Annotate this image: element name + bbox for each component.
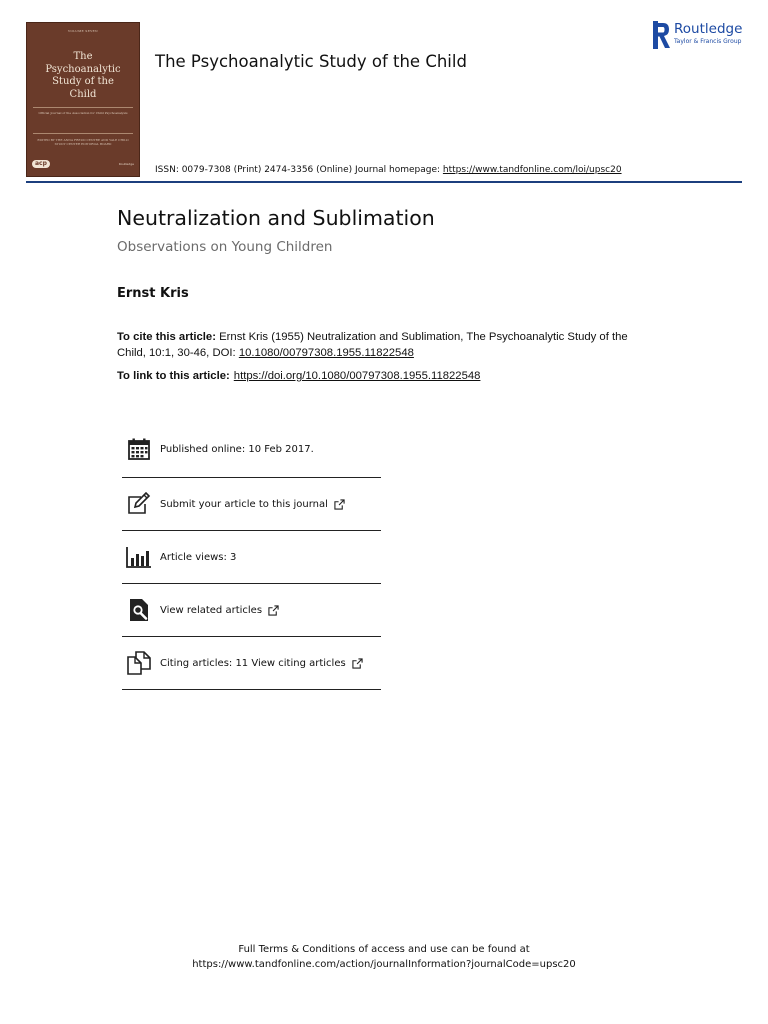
terms-link[interactable]: https://www.tandfonline.com/action/journalInformation?journalCode=upsc20 bbox=[192, 959, 576, 970]
citing-articles-icon bbox=[126, 650, 152, 676]
issn-line bbox=[155, 165, 622, 175]
related-articles-link[interactable]: View related articles bbox=[160, 604, 263, 616]
cover-subtitle: Official Journal of the Association for Child Psychoanalysis bbox=[38, 111, 128, 115]
header-divider bbox=[26, 181, 742, 183]
cover-volume-line: VOLUME SEVEN bbox=[68, 29, 98, 33]
article-views-row bbox=[122, 531, 381, 584]
citation-block bbox=[117, 330, 657, 361]
external-link-icon bbox=[352, 658, 363, 669]
article-author: Ernst Kris bbox=[117, 286, 189, 301]
link-label: To link to this article: bbox=[117, 370, 230, 382]
journal-title: The Psychoanalytic Study of the Child bbox=[155, 52, 467, 71]
calendar-icon bbox=[126, 436, 152, 462]
cite-text: Ernst Kris (1955) Neutralization and Sublimation, The Psychoanalytic Study of the Child, 10:1, 30-46, DOI: bbox=[117, 331, 628, 359]
cover-acp-badge: acp bbox=[32, 160, 50, 168]
cover-editors: EDITED BY THE ANNA FREUD CENTRE AND YALE CHILD STUDY CENTER EDITORIAL BOARD bbox=[37, 138, 129, 146]
cite-label: To cite this article: bbox=[117, 331, 216, 343]
journal-cover-image[interactable] bbox=[26, 22, 140, 177]
published-online-text: Published online: 10 Feb 2017. bbox=[160, 443, 314, 455]
publisher-logo[interactable] bbox=[653, 21, 742, 49]
terms-text: Full Terms & Conditions of access and use can be found at bbox=[238, 944, 530, 955]
article-link-block bbox=[117, 370, 677, 382]
article-doi-link[interactable]: https://doi.org/10.1080/00797308.1955.11822548 bbox=[233, 370, 481, 382]
article-info-list bbox=[122, 421, 381, 690]
citing-articles-row[interactable] bbox=[122, 637, 381, 690]
related-articles-row[interactable] bbox=[122, 584, 381, 637]
article-subtitle: Observations on Young Children bbox=[117, 239, 333, 255]
issn-text: ISSN: 0079-7308 (Print) 2474-3356 (Online) Journal homepage: bbox=[155, 165, 443, 175]
citing-articles-link[interactable]: Citing articles: 11 View citing articles bbox=[160, 657, 346, 669]
cover-divider bbox=[33, 107, 133, 108]
cite-doi-link[interactable]: 10.1080/00797308.1955.11822548 bbox=[238, 346, 414, 359]
routledge-r-logo-icon bbox=[653, 21, 671, 49]
submit-article-link[interactable]: Submit your article to this journal bbox=[160, 498, 328, 510]
submit-article-row[interactable] bbox=[122, 478, 381, 531]
article-title: Neutralization and Sublimation bbox=[117, 206, 435, 230]
publisher-name: Routledge bbox=[674, 21, 743, 37]
bar-chart-icon bbox=[126, 544, 152, 570]
search-document-icon bbox=[126, 597, 152, 623]
article-views-text: Article views: 3 bbox=[160, 551, 237, 563]
cover-imprint: Routledge bbox=[118, 162, 134, 166]
journal-homepage-link[interactable]: https://www.tandfonline.com/loi/upsc20 bbox=[442, 165, 622, 175]
publisher-group: Taylor & Francis Group bbox=[674, 38, 742, 45]
terms-footer bbox=[0, 942, 768, 972]
cover-title: The Psychoanalytic Study of the Child bbox=[45, 51, 121, 100]
external-link-icon bbox=[268, 605, 279, 616]
cover-divider bbox=[33, 133, 133, 134]
external-link-icon bbox=[334, 499, 345, 510]
edit-icon bbox=[126, 491, 152, 517]
published-online-row bbox=[122, 421, 381, 478]
